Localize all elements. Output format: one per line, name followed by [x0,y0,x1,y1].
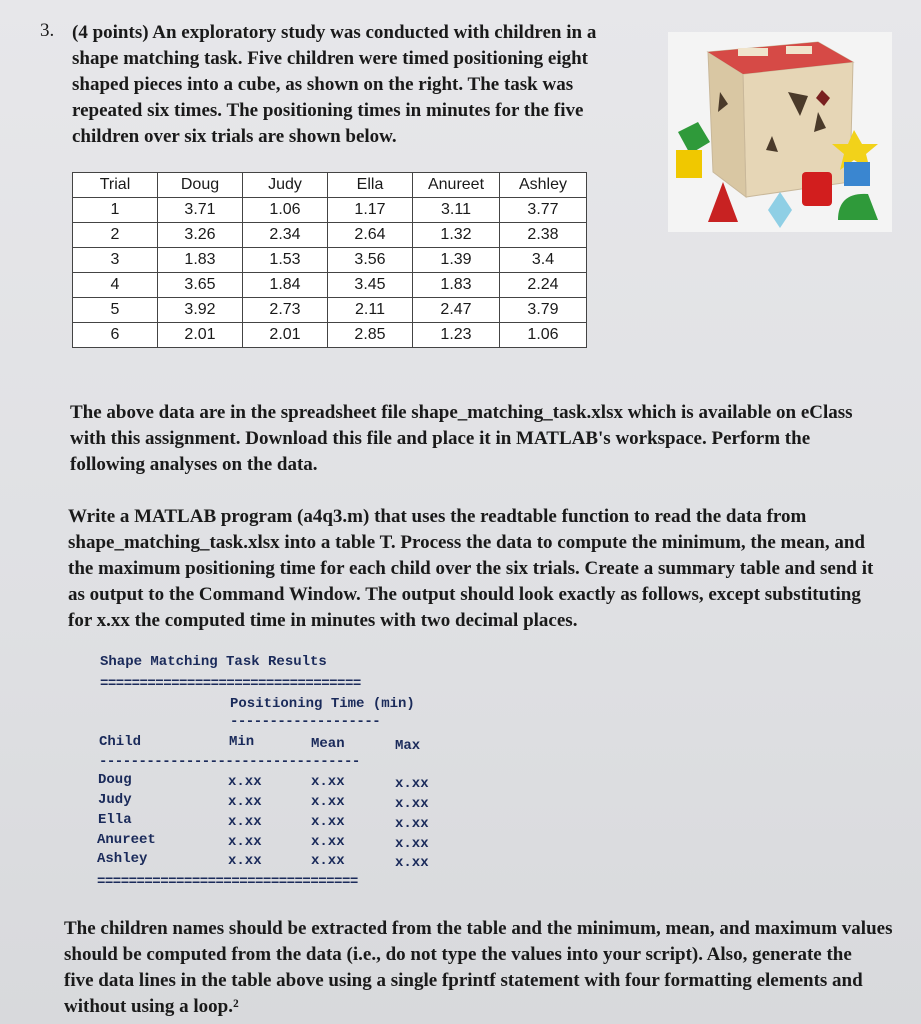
console-row-name: Doug [98,772,132,788]
table-cell: 3.77 [500,198,587,223]
table-cell: 4 [73,273,158,298]
table-row [73,248,587,273]
paragraph-line: five data lines in the table above using a single fprintf statement with four formatting elements and [64,970,863,991]
console-col-max: Max [395,738,421,754]
table-row [73,298,587,323]
intro-line: children over six trials are shown below. [72,126,397,147]
console-row-mean: x.xx [311,814,345,830]
table-cell: 3.65 [158,273,243,298]
console-row-name: Ashley [97,851,148,867]
table-cell: 2.64 [328,223,413,248]
table-cell: 3.45 [328,273,413,298]
paragraph-line: with this assignment. Download this file and place it in MATLAB's workspace. Perform the [70,428,811,449]
table-header-row [73,173,587,198]
paragraph-line: Write a MATLAB program (a4q3.m) that uses the readtable function to read the data from [68,506,807,527]
console-row-max: x.xx [395,816,429,832]
table-cell: 1.17 [328,198,413,223]
table-cell: 3.71 [158,198,243,223]
console-row-max: x.xx [395,855,429,871]
console-row-max: x.xx [395,836,429,852]
table-row [73,198,587,223]
paragraph-line: following analyses on the data. [70,454,318,475]
table-cell: 6 [73,323,158,348]
table-cell: 2.34 [243,223,328,248]
table-cell: 5 [73,298,158,323]
question-points: (4 points) [72,22,149,43]
console-row-min: x.xx [228,774,262,790]
table-cell: 1.83 [158,248,243,273]
console-rule-dash-short: ------------------- [230,714,381,730]
header-ella: Ella [328,173,413,198]
paragraph-line: the maximum positioning time for each child over the six trials. Create a summary table and send it [68,558,874,579]
table-cell: 1 [73,198,158,223]
paragraph-line: shape_matching_task.xlsx into a table T. Process the data to compute the minimum, the mean, and [68,532,865,553]
question-intro [72,20,632,150]
paragraph-line: The children names should be extracted from the table and the minimum, mean, and maximum values [64,918,893,939]
shape-sorter-toy-image [668,32,892,232]
table-cell: 1.06 [500,323,587,348]
intro-line: An exploratory study was conducted with children in a [152,22,597,43]
table-cell: 3.56 [328,248,413,273]
table-cell: 1.83 [413,273,500,298]
console-rule-double-end: ================================= [97,874,358,890]
console-row-max: x.xx [395,796,429,812]
positioning-times-table [72,172,587,348]
console-row-name: Anureet [97,832,156,848]
console-row-min: x.xx [228,834,262,850]
paragraph-line: as output to the Command Window. The output should look exactly as follows, except substituting [68,584,861,605]
intro-line: shaped pieces into a cube, as shown on the right. The task was [72,74,574,95]
console-row-name: Judy [98,792,132,808]
console-col-mean: Mean [311,736,345,752]
intro-line: repeated six times. The positioning times in minutes for the five [72,100,584,121]
console-row-max: x.xx [395,776,429,792]
table-cell: 2.85 [328,323,413,348]
table-cell: 1.84 [243,273,328,298]
table-cell: 2.01 [243,323,328,348]
console-row-mean: x.xx [311,774,345,790]
table-cell: 1.23 [413,323,500,348]
table-cell: 2.47 [413,298,500,323]
console-row-min: x.xx [228,853,262,869]
console-row-mean: x.xx [311,794,345,810]
table-cell: 3.11 [413,198,500,223]
console-group-header: Positioning Time (min) [230,696,415,712]
header-anureet: Anureet [413,173,500,198]
question-number: 3. [40,20,55,41]
table-cell: 3.79 [500,298,587,323]
console-col-child: Child [99,734,142,750]
table-cell: 2.38 [500,223,587,248]
table-cell: 3.92 [158,298,243,323]
table-cell: 2.01 [158,323,243,348]
paragraph-line: The above data are in the spreadsheet file shape_matching_task.xlsx which is available on eClass [70,402,853,423]
console-row-min: x.xx [228,814,262,830]
console-row-mean: x.xx [311,853,345,869]
paragraph-data-location [70,400,900,478]
header-doug: Doug [158,173,243,198]
table-cell: 1.39 [413,248,500,273]
paragraph-line: without using a loop.² [64,996,239,1017]
paragraph-line: should be computed from the data (i.e., do not type the values into your script). Also, generate the [64,944,852,965]
intro-line: shape matching task. Five children were timed positioning eight [72,48,589,69]
table-cell: 2.24 [500,273,587,298]
table-row [73,273,587,298]
console-title: Shape Matching Task Results [100,654,327,670]
table-cell: 3 [73,248,158,273]
console-col-min: Min [229,734,255,750]
console-row-min: x.xx [228,794,262,810]
table-cell: 2.11 [328,298,413,323]
paragraph-line: for x.xx the computed time in minutes with two decimal places. [68,610,578,631]
table-cell: 2.73 [243,298,328,323]
header-trial: Trial [73,173,158,198]
console-row-mean: x.xx [311,834,345,850]
console-rule-dash-long: --------------------------------- [99,754,360,770]
paragraph-requirements [64,916,894,1020]
table-cell: 3.26 [158,223,243,248]
table-cell: 1.53 [243,248,328,273]
console-row-name: Ella [98,812,132,828]
table-cell: 1.06 [243,198,328,223]
table-row [73,323,587,348]
header-ashley: Ashley [500,173,587,198]
table-cell: 1.32 [413,223,500,248]
header-judy: Judy [243,173,328,198]
paragraph-task-instructions [68,504,898,634]
table-row [73,223,587,248]
table-cell: 3.4 [500,248,587,273]
console-rule-double: ================================= [100,676,361,692]
table-cell: 2 [73,223,158,248]
